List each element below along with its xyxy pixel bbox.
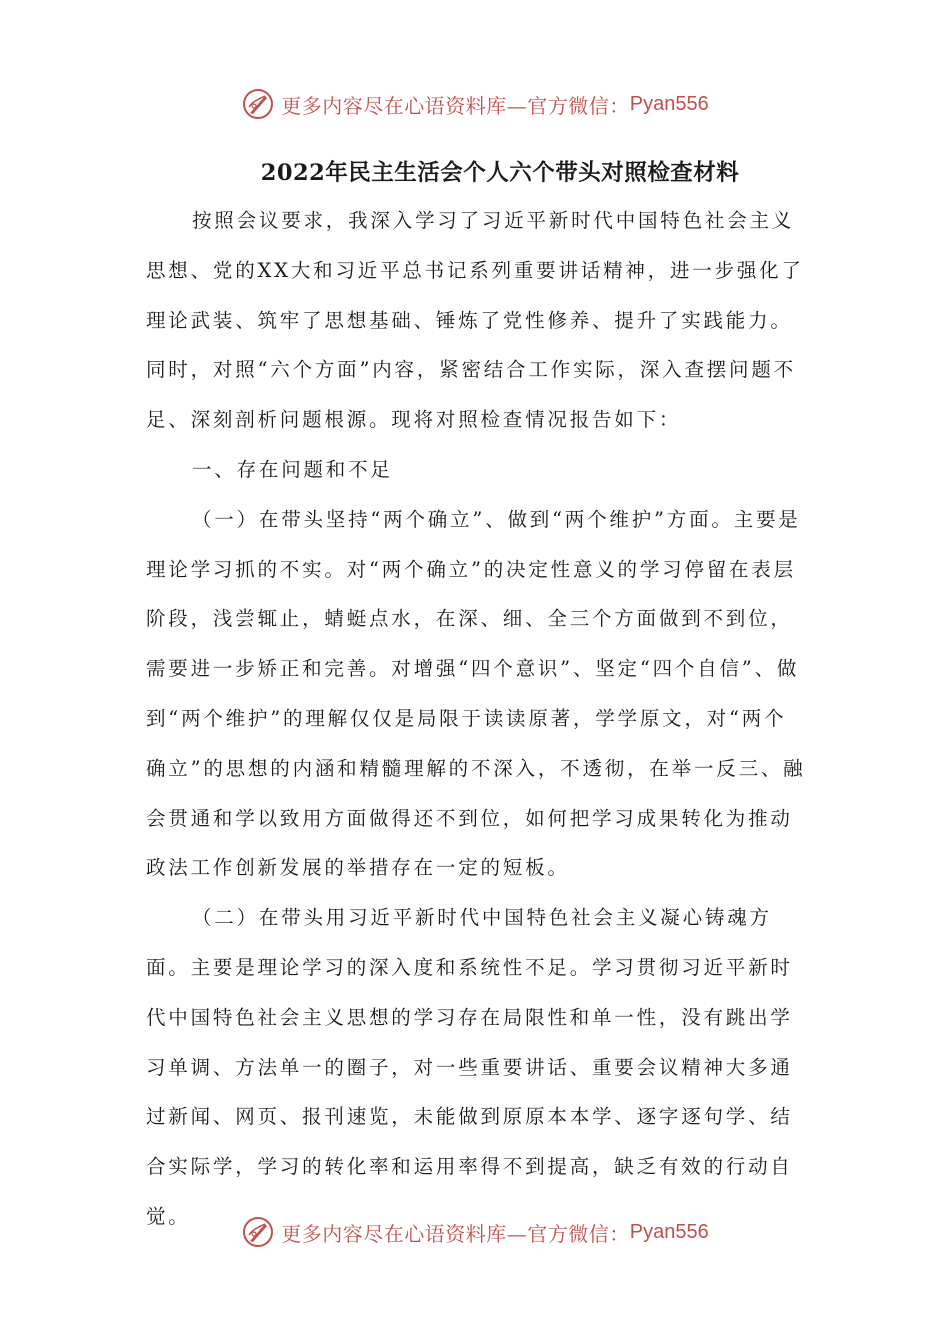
problem-paragraph-1: （一）在带头坚持“两个确立”、做到“两个维护”方面。主要是理论学习抓的不实。对“两个确立”的决定性意义的学习停留在表层阶段，浅尝辄止，蜻蜓点水，在深、细、全三个方面做到不到位，需要进一步矫正和完善。对增强“四个意识”、坚定“四个自信”、做到“两个维护”的理解仅仅是局限于读读原著，学学原文，对“两个确立”的思想的内涵和精髓理解的不深入，不透彻，在举一反三、融会贯通和学以致用方面做得还不到位，如何把学习成果转化为推动政法工作创新发展的举措存在一定的短板。 — [146, 507, 806, 880]
section-heading: 一、存在问题和不足 — [192, 457, 393, 481]
quill-logo-icon — [241, 87, 275, 121]
intro-paragraph: 按照会议要求，我深入学习了习近平新时代中国特色社会主义思想、党的XX大和习近平总书记系列重要讲话精神，进一步强化了理论武装、筑牢了思想基础、锤炼了党性修养、提升了实践能力。同时，对照“六个方面”内容，紧密结合工作实际，深入查摆问题不足、深刻剖析问题根源。现将对照检查情况报告如下： — [146, 209, 804, 432]
watermark-header — [0, 84, 950, 124]
document-body — [146, 196, 808, 1242]
quill-logo-icon — [241, 1215, 275, 1249]
document-title: 2022年民主生活会个人六个带头对照检查材料 — [260, 160, 740, 186]
watermark-text: 更多内容尽在心语资料库—官方微信： — [281, 1221, 630, 1246]
watermark-text: 更多内容尽在心语资料库—官方微信： — [281, 93, 630, 118]
watermark-footer — [0, 1212, 950, 1252]
watermark-wechat-id: Pyan556 — [629, 92, 709, 115]
problem-paragraph-2: （二）在带头用习近平新时代中国特色社会主义凝心铸魂方面。主要是理论学习的深入度和系统性不足。学习贯彻习近平新时代中国特色社会主义思想的学习存在局限性和单一性，没有跳出学习单调、方法单一的圈子，对一些重要讲话、重要会议精神大多通过新闻、网页、报刊速览，未能做到原原本本学、逐字逐句学、结合实际学，学习的转化率和运用率得不到提高，缺乏有效的行动自觉。 — [146, 906, 793, 1228]
watermark-wechat-id: Pyan556 — [629, 1220, 709, 1243]
